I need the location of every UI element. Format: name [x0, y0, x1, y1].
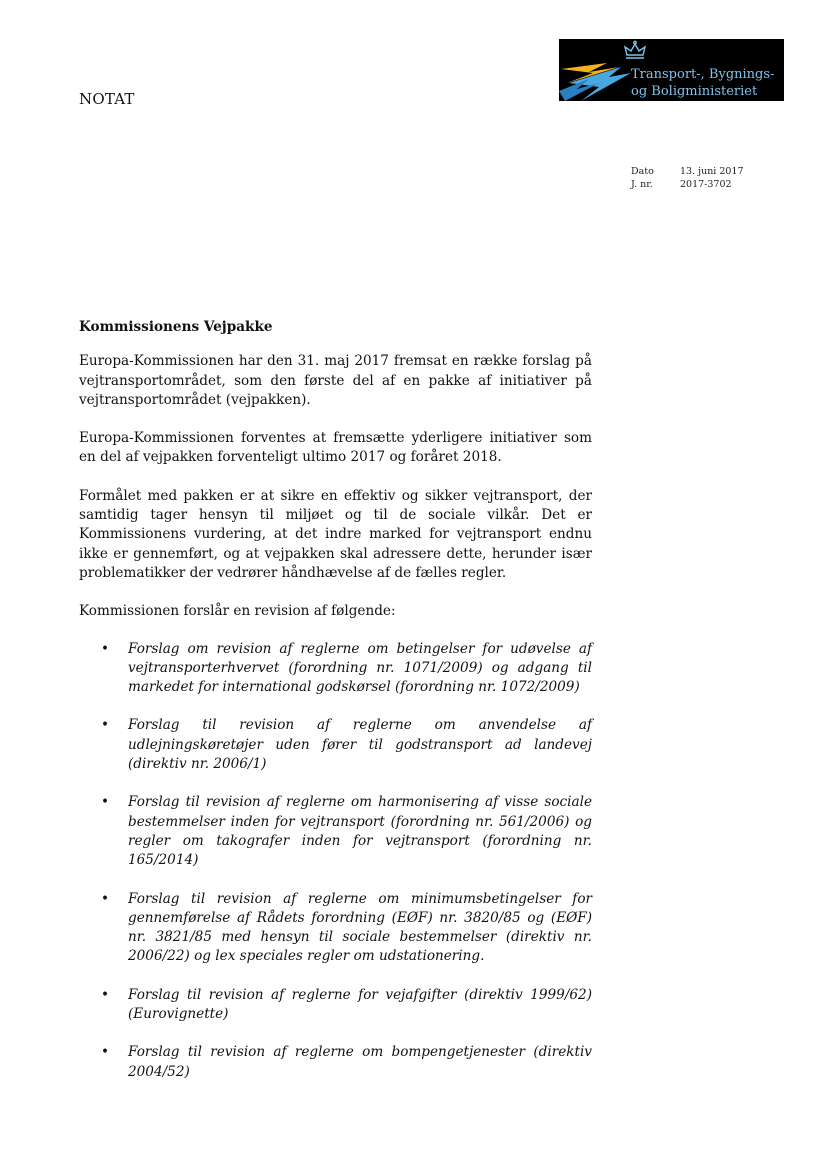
meta-journal: [631, 178, 744, 191]
document-body: [79, 318, 592, 1101]
document-type: NOTAT: [79, 90, 135, 108]
bullet-icon: •: [101, 986, 110, 1003]
list-item: [79, 640, 592, 698]
list-item: [79, 986, 592, 1025]
list-item-text: Forslag til revision af reglerne om bompengetjenester (direktiv 2004/52): [128, 1044, 592, 1080]
bullet-icon: •: [101, 717, 110, 734]
ministry-logo: [559, 39, 784, 101]
list-item: [79, 1043, 592, 1082]
meta-date: [631, 165, 744, 178]
paragraph-list-intro: Kommissionen forslår en revision af følgende:: [79, 603, 396, 620]
list-item-text: Forslag til revision af reglerne om anvendelse af udlejningskøretøjer uden fører til godstransport ad landevej (direktiv nr. 2006/1): [128, 717, 592, 773]
list-item: [79, 793, 592, 870]
logo-line-1: Transport-, Bygnings-: [631, 67, 775, 82]
list-item-text: Forslag til revision af reglerne om minimumsbetingelser for gennemførelse af Rådets forordning (EØF) nr. 3820/85 og (EØF) nr. 3821/85 med hensyn til sociale bestemmelser (direktiv nr. 2006/22) og lex speciales regler om udstationering.: [128, 890, 592, 965]
document-meta: [631, 165, 744, 191]
paragraph-intro: Europa-Kommissionen har den 31. maj 2017 fremsat en række forslag på vejtransportområdet, som den første del af en pakke af initiativer på vejtransportområdet (vejpakken).: [79, 353, 592, 408]
list-item: [79, 716, 592, 774]
list-item: [79, 890, 592, 967]
list-item-text: Forslag til revision af reglerne for vejafgifter (direktiv 1999/62) (Eurovignette): [128, 986, 592, 1023]
list-item-text: Forslag om revision af reglerne om betingelser for udøvelse af vejtransporterhvervet (forordning nr. 1071/2009) og adgang til markedet for international godskørsel (forordning nr. 1072/2009): [128, 640, 592, 696]
meta-journal-label: J. nr.: [631, 179, 653, 190]
proposal-list: [79, 640, 592, 1082]
bullet-icon: •: [101, 1044, 110, 1061]
bullet-icon: •: [101, 794, 110, 811]
meta-journal-value: 2017-3702: [680, 179, 732, 190]
bullet-icon: •: [101, 890, 110, 907]
list-item-text: Forslag til revision af reglerne om harmonisering af visse sociale bestemmelser inden for vejtransport (forordning nr. 561/2006) og regler om takografer inden for vejtransport (forordning nr. 165/2014): [128, 794, 592, 869]
paragraph-further: Europa-Kommissionen forventes at fremsætte yderligere initiativer som en del af vejpakken forventeligt ultimo 2017 og foråret 2018.: [79, 430, 592, 466]
meta-date-value: 13. juni 2017: [680, 166, 744, 177]
logo-line-2: og Boligministeriet: [631, 84, 758, 99]
meta-date-label: Dato: [631, 166, 654, 177]
bullet-icon: •: [101, 640, 110, 657]
page-title: Kommissionens Vejpakke: [79, 319, 273, 335]
paragraph-purpose: Formålet med pakken er at sikre en effektiv og sikker vejtransport, der samtidig tager hensyn til miljøet og til de sociale vilkår. Det er Kommissionens vurdering, at det indre marked for vejtransport endnu ikke er gennemført, og at vejpakken skal adressere dette, herunder især problematikker der vedrører håndhævelse af de fælles regler.: [79, 487, 592, 581]
